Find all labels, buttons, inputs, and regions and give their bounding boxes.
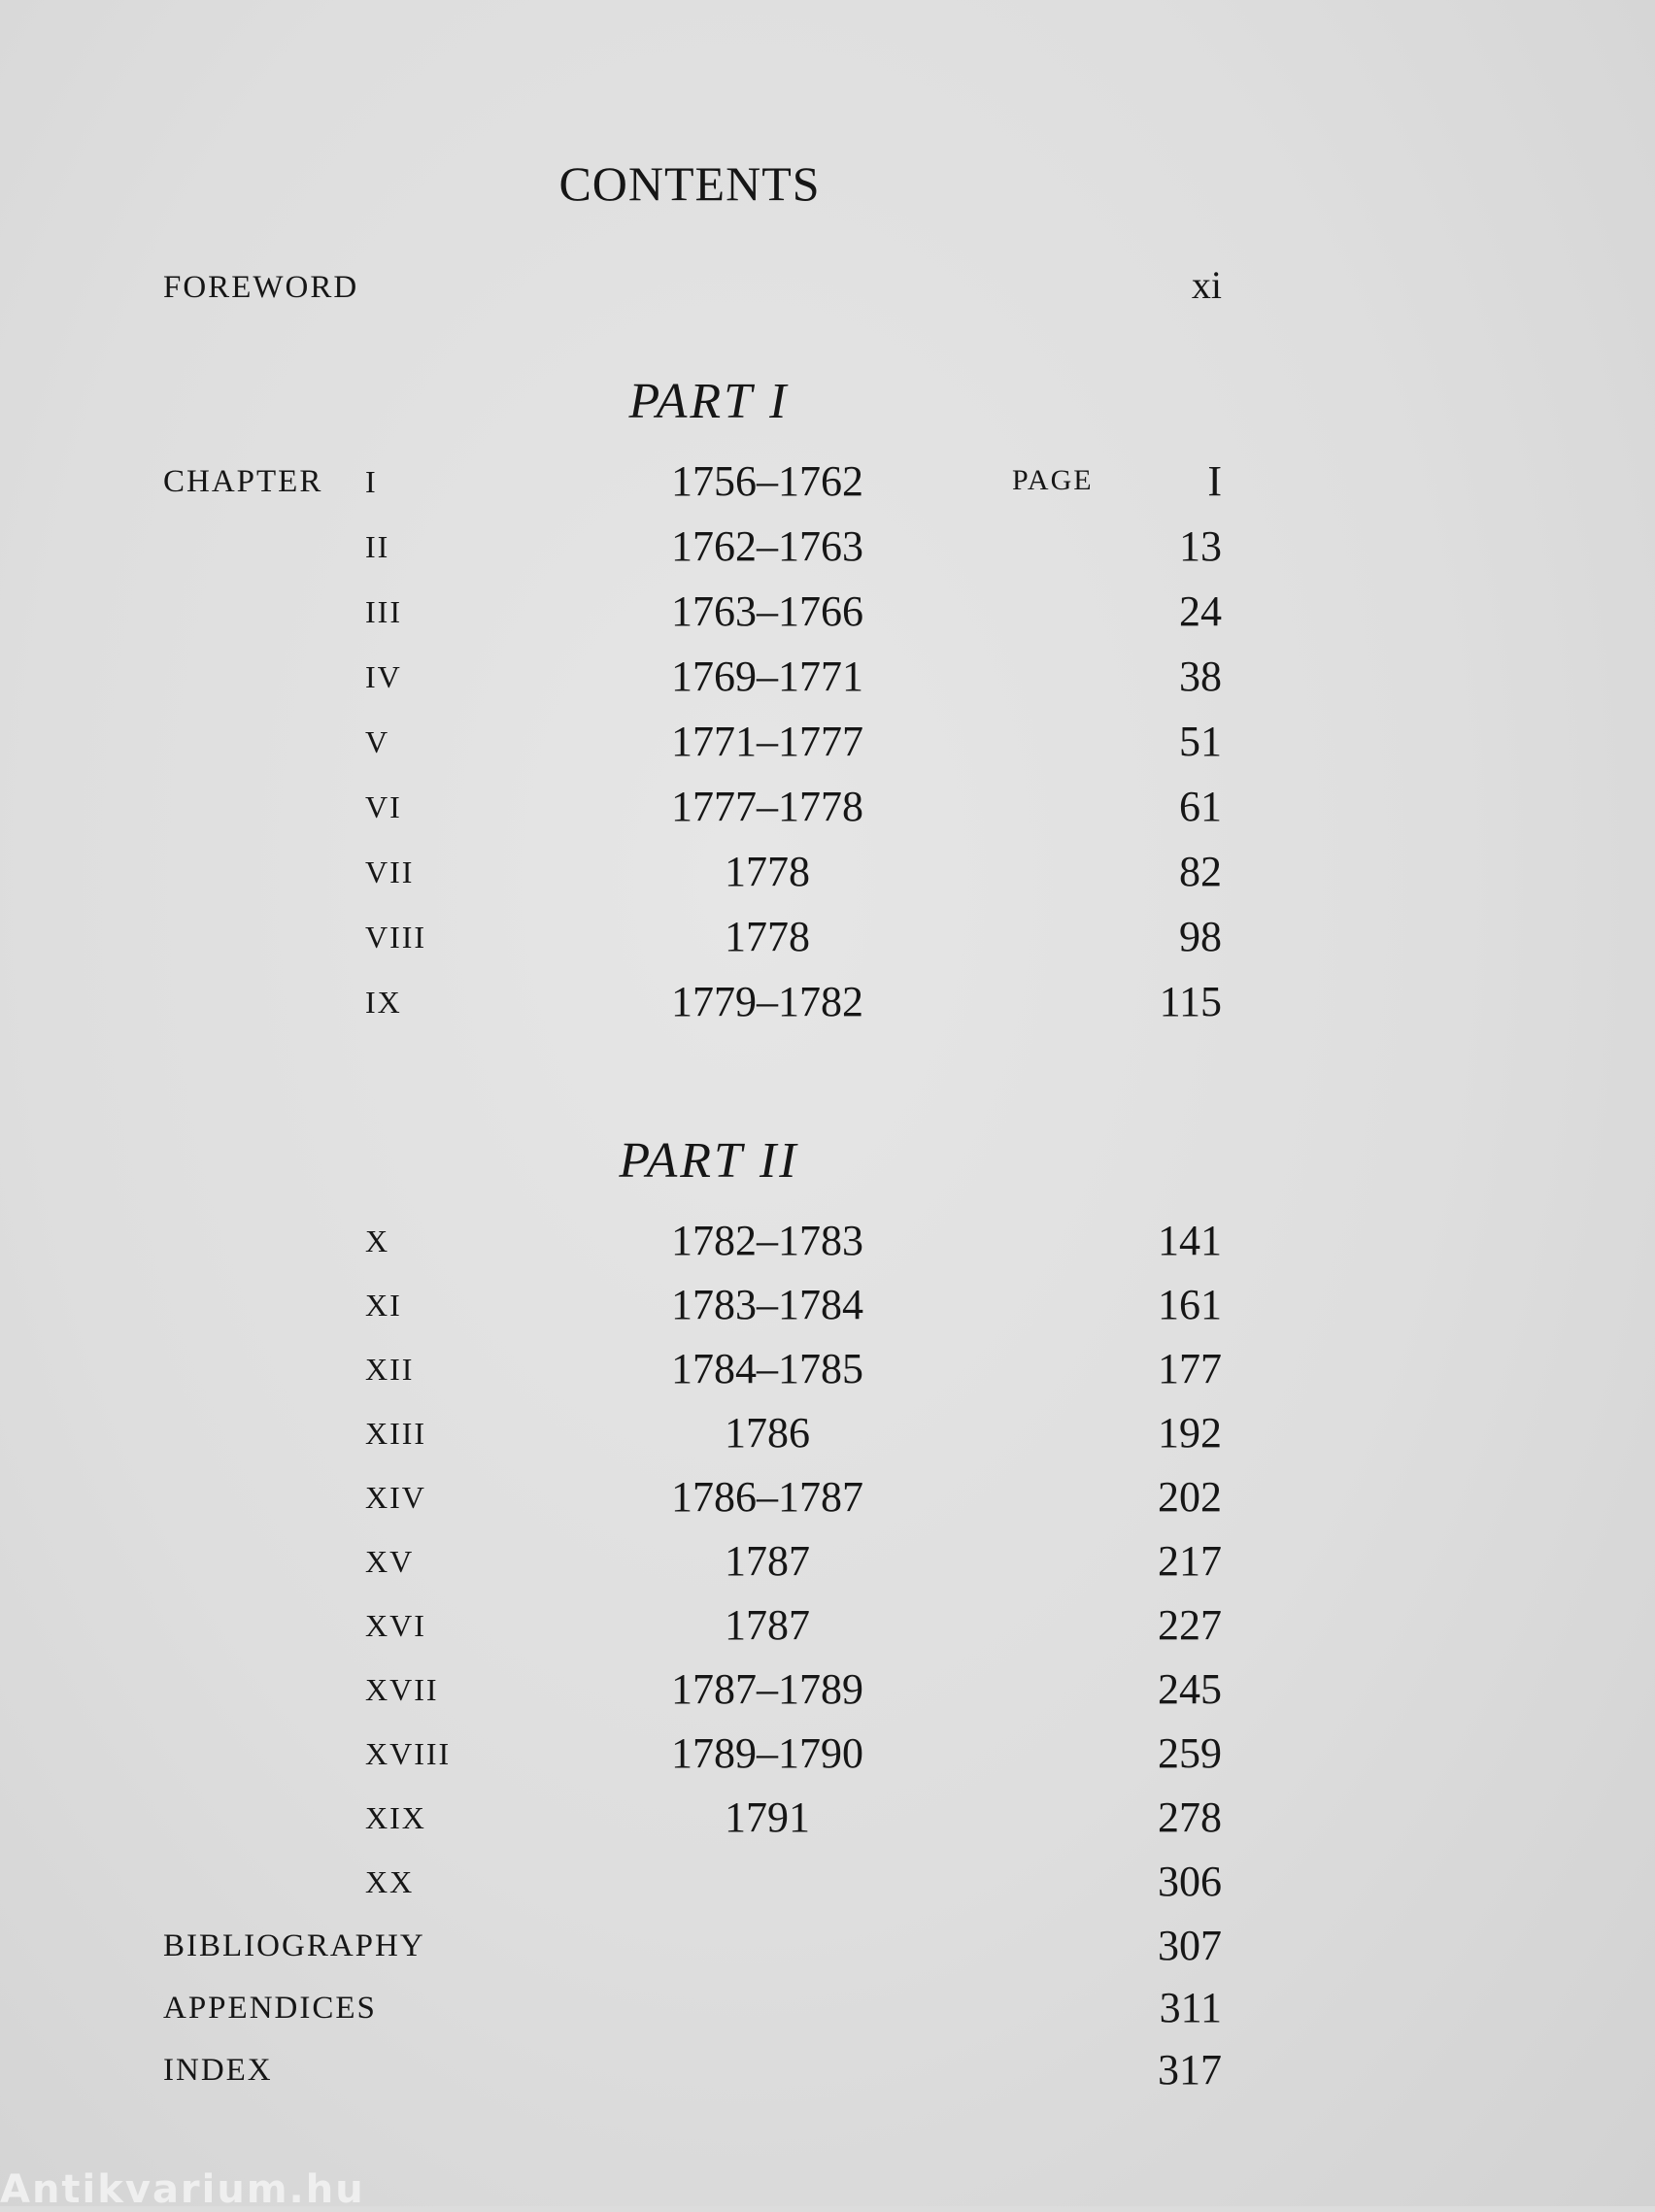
chapter-number: XX [365,1864,415,1899]
chapter-years: 1777–1778 [671,783,863,830]
chapter-number: VI [365,789,402,824]
toc-row [0,1345,1655,1410]
chapter-number: VIII [365,920,427,955]
chapter-page: 217 [1158,1537,1222,1585]
chapter-number: V [365,724,390,759]
chapter-number: XVII [365,1672,439,1707]
foreword-page: xi [1191,263,1222,307]
chapter-years: 1786–1787 [671,1473,863,1521]
toc-row [0,1217,1655,1282]
chapter-page: 202 [1158,1473,1222,1521]
toc-row [0,1601,1655,1666]
chapter-page: 259 [1158,1729,1222,1777]
chapter-years: 1763–1766 [671,587,863,635]
toc-row [0,2046,1655,2111]
chapter-years: 1784–1785 [671,1345,863,1392]
chapter-page: 161 [1158,1281,1222,1328]
toc-row [0,1473,1655,1538]
toc-row [0,1665,1655,1730]
chapter-years: 1779–1782 [671,978,863,1025]
chapter-number: II [365,529,390,564]
toc-row [0,1793,1655,1859]
chapter-page: 82 [1179,848,1222,895]
page-word: PAGE [1012,464,1094,496]
chapter-number: XII [365,1352,415,1387]
chapter-number: VII [365,855,415,889]
chapter-word: CHAPTER [163,464,323,499]
chapter-years: 1789–1790 [671,1729,863,1777]
chapter-number: XIII [365,1416,427,1451]
chapter-page: 141 [1158,1217,1222,1264]
toc-row [0,978,1655,1043]
chapter-page: 24 [1179,587,1222,635]
chapter-page: 115 [1159,978,1222,1025]
chapter-page: 51 [1179,718,1222,765]
chapter-page: 278 [1158,1793,1222,1841]
chapter-number: XVIII [365,1736,452,1771]
chapter-years: 1787 [725,1601,810,1649]
toc-row [0,1858,1655,1923]
toc-row [0,1922,1655,1987]
chapter-years: 1778 [725,913,810,960]
chapter-years: 1778 [725,848,810,895]
toc-row [0,1409,1655,1474]
chapter-page: 13 [1179,522,1222,570]
toc-row [0,522,1655,587]
chapter-number: X [365,1223,390,1258]
back-matter-page: 307 [1158,1922,1222,1969]
watermark: Antikvarium.hu [0,2167,365,2212]
toc-row [0,718,1655,783]
toc-row [0,1537,1655,1602]
chapter-number: IV [365,659,402,694]
chapter-number: XV [365,1544,415,1579]
toc-row [0,457,1655,522]
chapter-years: 1787 [725,1537,810,1585]
page-title: CONTENTS [558,156,821,211]
chapter-years: 1771–1777 [671,718,863,765]
toc-row [0,653,1655,718]
toc-row [0,848,1655,913]
chapter-number: XIV [365,1480,426,1515]
chapter-years: 1769–1771 [671,653,863,700]
chapter-page: 227 [1158,1601,1222,1649]
chapter-number: III [365,594,402,629]
chapter-years: 1783–1784 [671,1281,863,1328]
chapter-years: 1786 [725,1409,810,1457]
chapter-years: 1787–1789 [671,1665,863,1713]
toc-row [0,783,1655,848]
chapter-page: 61 [1179,783,1222,830]
chapter-page: 177 [1158,1345,1222,1392]
chapter-number: XVI [365,1608,426,1643]
chapter-years: 1762–1763 [671,522,863,570]
chapter-page: 245 [1158,1665,1222,1713]
chapter-years: 1782–1783 [671,1217,863,1264]
toc-row [0,587,1655,653]
chapter-page: I [1207,457,1222,505]
chapter-page: 192 [1158,1409,1222,1457]
chapter-number: IX [365,985,402,1020]
foreword-label: FOREWORD [163,270,359,305]
chapter-number: XI [365,1288,402,1323]
chapter-page: 306 [1158,1858,1222,1905]
back-matter-label: INDEX [163,2053,273,2088]
back-matter-page: 317 [1158,2046,1222,2094]
foreword-row [0,263,1655,328]
chapter-years: 1756–1762 [671,457,863,505]
chapter-page: 98 [1179,913,1222,960]
back-matter-page: 311 [1159,1984,1222,2031]
back-matter-label: APPENDICES [163,1991,377,2026]
chapter-number: XIX [365,1800,426,1835]
chapter-years: 1791 [725,1793,810,1841]
back-matter-label: BIBLIOGRAPHY [163,1928,425,1963]
toc-row [0,1729,1655,1794]
toc-row [0,913,1655,978]
chapter-page: 38 [1179,653,1222,700]
toc-row [0,1984,1655,2049]
part-title: PART II [619,1133,799,1189]
toc-row [0,1281,1655,1346]
part-title: PART I [628,374,790,429]
chapter-number: I [365,464,378,499]
